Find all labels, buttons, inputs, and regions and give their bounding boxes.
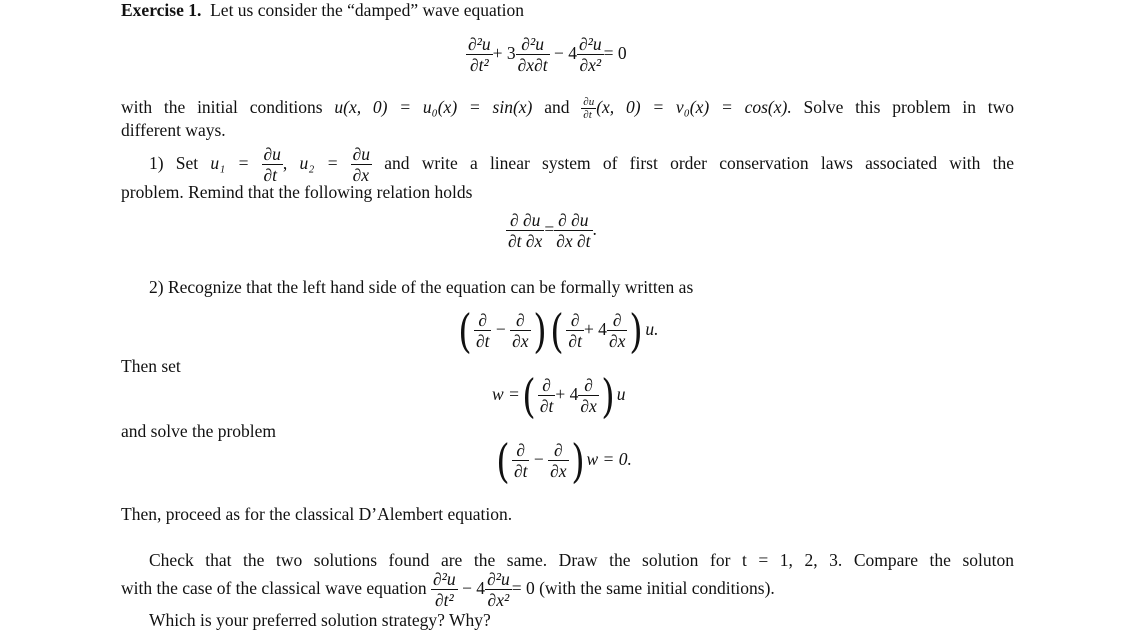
- check-line-1: Check that the two solutions found are the same. Draw the solution for t = 1, 2, 3. Compare the soluton: [149, 550, 1014, 570]
- part1-second-line: problem. Remind that the following relation holds: [121, 182, 473, 202]
- w-equation: ( $\frac{\partial}{\partial t}$ − $\frac{\partial}{\partial x}$ ) w = 0.: [496, 434, 632, 488]
- exercise-intro: Let us consider the “damped” wave equation: [210, 0, 525, 20]
- part2-intro: 2) Recognize that the left hand side of the equation can be formally written as: [149, 277, 694, 297]
- frac-d-dt-du-dx: $\frac{\partial \partial u}{\partial t \partial x}$: [508, 210, 543, 251]
- and-solve-label: and solve the problem: [121, 421, 277, 441]
- damped-wave-equation: $\frac{\text{∂²u}}{\text{∂t²}}$ + 3 $\frac{\text{∂²u}}{\partial x\partial t}$ − 4 $\frac{\text{∂²u}}{\text{∂x²}}$ = 0: [468, 34, 627, 75]
- check-line-3: Which is your preferred solution strategy? Why?: [149, 610, 491, 630]
- then-set-label: Then set: [121, 356, 181, 376]
- exercise-title-line: [121, 0, 524, 21]
- frac-d2u-dxdt: $\frac{\text{∂²u}}{\partial x\partial t}$: [517, 34, 548, 75]
- dalembert-line: Then, proceed as for the classical D’Alembert equation.: [121, 504, 513, 524]
- frac-d2u-dt2: $\frac{\text{∂²u}}{\text{∂t²}}$: [468, 34, 491, 75]
- w-definition: w =( $\frac{\partial}{\partial t}$ + 4 $\frac{\partial}{\partial x}$ ) u: [492, 369, 626, 423]
- factorized-operator: ( $\frac{\partial}{\partial t}$ − $\frac{\partial}{\partial x}$ )( $\frac{\partial}{\partial t}$ + 4 $\frac{\partial}{\partial x}$ ) u.: [458, 304, 659, 358]
- frac-d-dx-du-dt: $\frac{\partial \partial u}{\partial x \partial t}$: [556, 210, 591, 251]
- exercise-heading: Exercise 1.: [121, 0, 202, 20]
- mixed-derivative-relation: $\frac{\partial \partial u}{\partial t \partial x}$ = $\frac{\partial \partial u}{\partial x \partial t}$ .: [508, 210, 597, 251]
- part1-line: 1) Set u₁ = $\frac{\partial u}{\partial t}$ , u₂ = $\frac{\partial u}{\partial x}$ and write a linear system of first order conservation laws associated with the: [149, 144, 1015, 185]
- initial-conditions-line: with the initial conditions u(x, 0) = u₀(x) = sin(x) and $\frac{\partial u}{\partial t}$ (x, 0) = v₀(x) = cos(x). Solve this problem in two: [121, 95, 1015, 121]
- different-ways-line: different ways.: [121, 120, 226, 140]
- frac-du-dt: $\frac{\partial u}{\partial t}$: [263, 144, 281, 185]
- frac-du-dx: $\frac{\partial u}{\partial x}$: [352, 144, 371, 185]
- frac-du-dt-small: $\frac{\partial u}{\partial t}$: [583, 95, 595, 121]
- frac-d2u-dx2: $\frac{\text{∂²u}}{\text{∂x²}}$: [578, 34, 602, 75]
- check-line-2: with the case of the classical wave equation $\frac{\text{∂²u}}{\text{∂t²}}$ − 4 $\frac{\text{∂²u}}{\text{∂x²}}$ = 0 (with the same initial conditions).: [121, 569, 775, 610]
